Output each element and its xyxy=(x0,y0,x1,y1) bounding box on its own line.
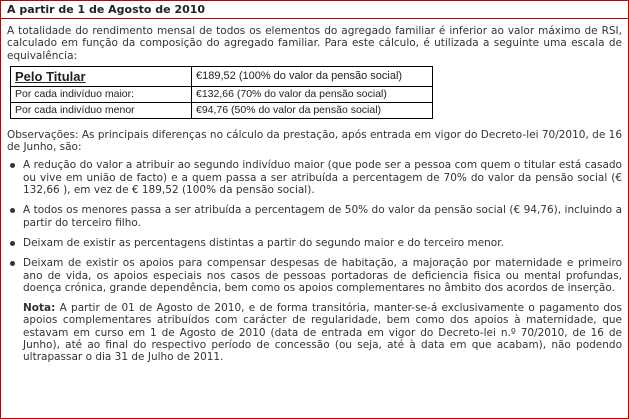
equivalence-scale-table xyxy=(10,66,433,119)
intro-paragraph: A totalidade do rendimento mensal de todos os elementos do agregado familiar é inferior ao valor máximo de RSI, calculado em função da composição do agregado familiar. Para este cálculo, é utilizada a seguinte uma escala de equivalência: xyxy=(7,25,622,62)
list-item xyxy=(7,257,622,294)
table-row xyxy=(11,66,433,86)
table-row xyxy=(11,86,433,102)
list-item-text: A redução do valor a atribuir ao segundo indivíduo maior (que pode ser a pessoa com quem o titular está casado ou vive em união de facto) e a quem passa a ser atribuída a percentagem de 70% do valor da pensão social (€ 132,66 ), em vez de € 189,52 (100% da pensão social). xyxy=(23,159,622,197)
list-item-text: A todos os menores passa a ser atribuída a percentagem de 50% do valor da pensão social (€ 94,76), incluindo a partir do terceiro filho. xyxy=(23,204,622,229)
list-item xyxy=(7,204,622,229)
panel-content xyxy=(1,19,628,364)
observations-paragraph: Observações: As principais diferenças no cálculo da prestação, após entrada em vigor do Decreto-lei 70/2010, de 16 de Junho, são: xyxy=(7,128,622,154)
row-value: €132,66 (70% do valor da pensão social) xyxy=(192,86,433,102)
row-label: Por cada indivíduo maior: xyxy=(11,86,192,102)
bullet-icon xyxy=(10,241,15,246)
panel-title: A partir de 1 de Agosto de 2010 xyxy=(1,1,628,19)
list-item xyxy=(7,237,622,249)
row-value: €189,52 (100% do valor da pensão social) xyxy=(192,66,433,86)
table-row xyxy=(11,102,433,118)
differences-list xyxy=(7,159,622,294)
bullet-icon xyxy=(10,261,15,266)
note-paragraph xyxy=(23,302,622,363)
bullet-icon xyxy=(10,163,15,168)
note-label: Nota: xyxy=(23,302,56,315)
note-text: A partir de 01 de Agosto de 2010, e de forma transitória, manter-se-á exclusivamente o pagamento dos apoios complementares atribuídos com carácter de regularidade, bem como dos apoios à maternidade, que estavam em curso em 1 de Agosto de 2010 (data de entrada em vigor do Decreto-lei n.º 70/2010, de 16 de Junho), até ao final do respectivo período de concessão (ou seja, até à data em que acabam), não podendo ultrapassar o dia 31 de Julho de 2011. xyxy=(23,302,622,364)
list-item xyxy=(7,159,622,196)
bullet-icon xyxy=(10,208,15,213)
list-item-text: Deixam de existir as percentagens distintas a partir do segundo maior e do terceiro menor. xyxy=(23,236,504,249)
row-value: €94,76 (50% do valor da pensão social) xyxy=(192,102,433,118)
list-item-text: Deixam de existir os apoios para compensar despesas de habitação, a majoração por maternidade e primeiro ano de vida, os apoios especiais nos casos de pessoas portadoras de deficiencia fisica ou mental profundas, doença crónica, grande dependência, bem como os apoios complementares no âmbito dos acordos de inserção. xyxy=(23,257,622,294)
row-label: Por cada indivíduo menor xyxy=(11,102,192,118)
row-label: Pelo Titular xyxy=(11,66,192,86)
